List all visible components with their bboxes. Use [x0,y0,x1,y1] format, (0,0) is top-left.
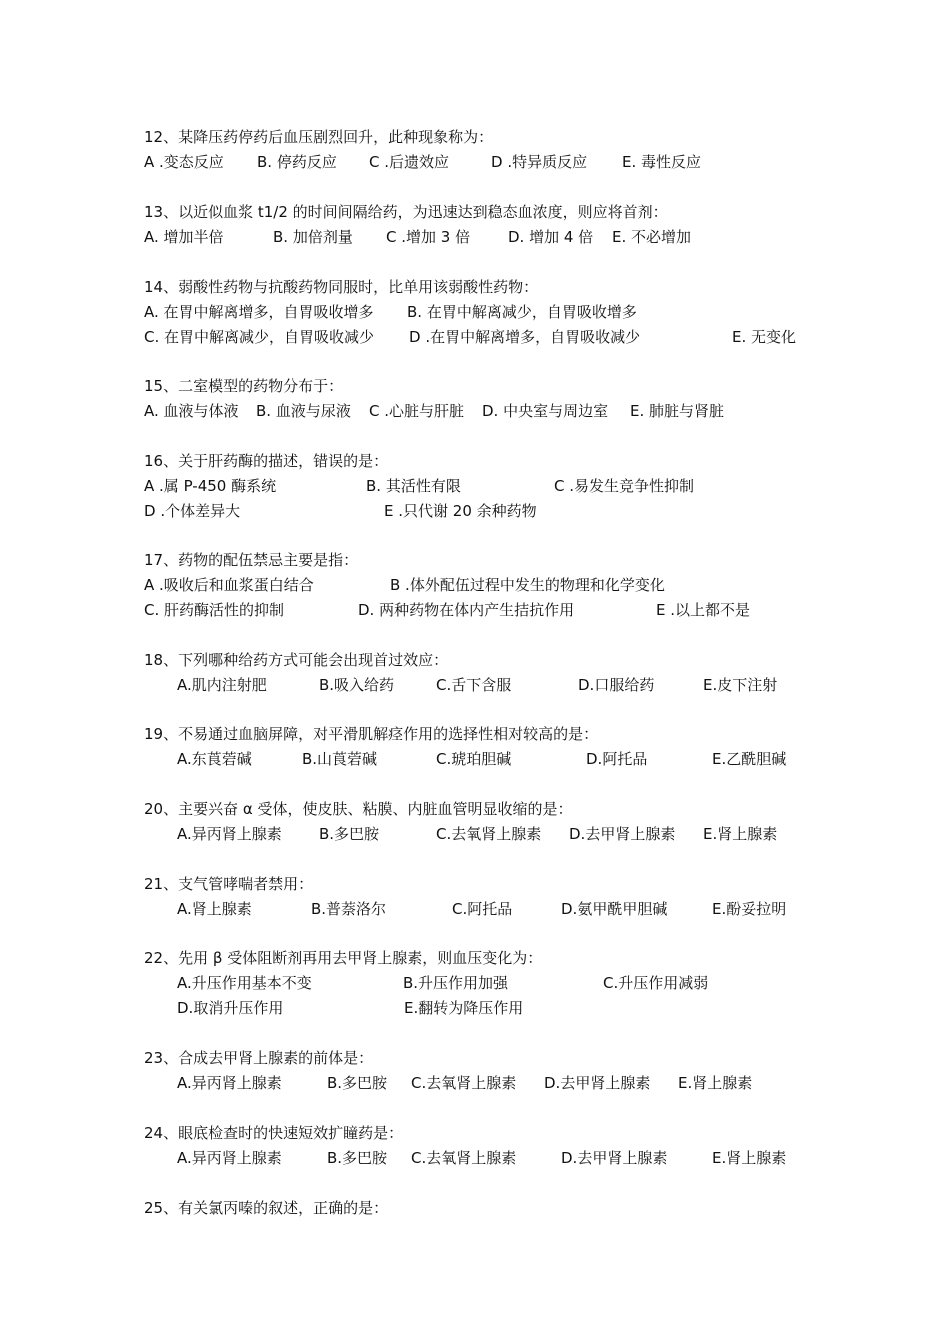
question-15-stem: 15、二室模型的药物分布于： [144,377,344,395]
question-25-stem: 25、有关氯丙嗪的叙述，正确的是： [144,1199,389,1217]
question-24-option-a: A.异丙肾上腺素 [177,1149,282,1167]
question-19-option-d: D.阿托品 [586,750,648,768]
question-12-option-d: D .特异质反应 [491,153,588,171]
question-20-option-b: B.多巴胺 [319,825,380,843]
question-24-option-c: C.去氧肾上腺素 [411,1149,517,1167]
question-14-option-c: C. 在胃中解离减少，自胃吸收减少 [144,328,375,346]
question-15-option-e: E. 肺脏与肾脏 [630,402,725,420]
question-22-option-e: E.翻转为降压作用 [404,999,524,1017]
question-20-option-e: E.肾上腺素 [703,825,778,843]
question-15-option-c: C .心脏与肝脏 [369,402,465,420]
question-15-option-d: D. 中央室与周边室 [482,402,609,420]
question-21-options [0,899,950,919]
question-17-options-row-1 [0,575,950,595]
question-14-option-e: E. 无变化 [732,328,797,346]
question-18-option-b: B.吸入给药 [319,676,395,694]
question-18-options [0,675,950,695]
question-23-option-b: B.多巴胺 [327,1074,388,1092]
question-18-stem: 18、下列哪种给药方式可能会出现首过效应： [144,651,449,669]
question-13-option-e: E. 不必增加 [612,228,692,246]
question-16-option-a: A .属 P-450 酶系统 [144,477,277,495]
question-17-option-a: A .吸收后和血浆蛋白结合 [144,576,314,594]
question-17-option-e: E .以上都不是 [656,601,751,619]
question-23-option-e: E.肾上腺素 [678,1074,753,1092]
question-23-options [0,1073,950,1093]
question-12-option-e: E. 毒性反应 [622,153,702,171]
question-20-option-a: A.异丙肾上腺素 [177,825,282,843]
question-18-option-e: E.皮下注射 [703,676,778,694]
question-16-options-row-1 [0,476,950,496]
question-16-options-row-2 [0,501,950,521]
question-13-options [0,227,950,247]
question-22-stem: 22、先用 β 受体阻断剂再用去甲肾上腺素，则血压变化为： [144,949,543,967]
question-15-option-a: A. 血液与体液 [144,402,239,420]
question-16-stem: 16、关于肝药酶的描述，错误的是： [144,452,389,470]
question-17-options-row-2 [0,600,950,620]
question-23-stem: 23、合成去甲肾上腺素的前体是： [144,1049,374,1067]
question-23-option-a: A.异丙肾上腺素 [177,1074,282,1092]
question-17-option-b: B .体外配伍过程中发生的物理和化学变化 [390,576,665,594]
question-17-option-c: C. 肝药酶活性的抑制 [144,601,285,619]
question-21-option-e: E.酚妥拉明 [712,900,787,918]
question-20-options [0,824,950,844]
question-23-option-c: C.去氧肾上腺素 [411,1074,517,1092]
question-17-option-d: D. 两种药物在体内产生拮抗作用 [358,601,575,619]
question-18-option-d: D.口服给药 [578,676,655,694]
question-18-option-a: A.肌内注射肥 [177,676,267,694]
question-21-option-a: A.肾上腺素 [177,900,252,918]
question-13-option-a: A. 增加半倍 [144,228,224,246]
question-14-option-a: A. 在胃中解离增多，自胃吸收增多 [144,303,374,321]
question-21-option-c: C.阿托品 [452,900,513,918]
question-19-option-e: E.乙酰胆碱 [712,750,787,768]
question-19-option-c: C.琥珀胆碱 [436,750,512,768]
question-19-stem: 19、不易通过血脑屏障，对平滑肌解痉作用的选择性相对较高的是： [144,725,599,743]
question-24-option-d: D.去甲肾上腺素 [561,1149,668,1167]
question-20-option-c: C.去氧肾上腺素 [436,825,542,843]
question-14-options-row-1 [0,302,950,322]
question-23-option-d: D.去甲肾上腺素 [544,1074,651,1092]
question-18-option-c: C.舌下含服 [436,676,512,694]
question-22-options-row-1 [0,973,950,993]
question-16-option-e: E .只代谢 20 余种药物 [384,502,537,520]
question-13-stem: 13、以近似血浆 t1/2 的时间间隔给药，为迅速达到稳态血浓度，则应将首剂： [144,203,668,221]
question-19-option-a: A.东莨菪碱 [177,750,252,768]
question-24-stem: 24、眼底检查时的快速短效扩瞳药是： [144,1124,404,1142]
question-13-option-c: C .增加 3 倍 [386,228,471,246]
question-16-option-b: B. 其活性有限 [366,477,461,495]
question-20-stem: 20、主要兴奋 α 受体，使皮肤、粘膜、内脏血管明显收缩的是： [144,800,573,818]
question-14-option-b: B. 在胃中解离减少，自胃吸收增多 [407,303,637,321]
question-12-options [0,152,950,172]
question-16-option-c: C .易发生竞争性抑制 [554,477,695,495]
question-12-option-a: A .变态反应 [144,153,224,171]
question-13-option-b: B. 加倍剂量 [273,228,353,246]
question-22-option-d: D.取消升压作用 [177,999,284,1017]
question-21-option-b: B.普萘洛尔 [311,900,387,918]
question-15-options [0,401,950,421]
question-24-option-b: B.多巴胺 [327,1149,388,1167]
question-24-options [0,1148,950,1168]
question-19-option-b: B.山莨菪碱 [302,750,378,768]
question-22-options-row-2 [0,998,950,1018]
question-17-stem: 17、药物的配伍禁忌主要是指： [144,551,359,569]
question-14-option-d: D .在胃中解离增多，自胃吸收减少 [409,328,641,346]
question-22-option-a: A.升压作用基本不变 [177,974,312,992]
question-13-option-d: D. 增加 4 倍 [508,228,594,246]
question-12-stem: 12、某降压药停药后血压剧烈回升，此种现象称为： [144,128,494,146]
question-12-option-b: B. 停药反应 [257,153,337,171]
question-20-option-d: D.去甲肾上腺素 [569,825,676,843]
question-16-option-d: D .个体差异大 [144,502,241,520]
question-15-option-b: B. 血液与尿液 [256,402,351,420]
question-22-option-b: B.升压作用加强 [403,974,509,992]
question-24-option-e: E.肾上腺素 [712,1149,787,1167]
question-12-option-c: C .后遗效应 [369,153,450,171]
question-14-options-row-2 [0,327,950,347]
question-22-option-c: C.升压作用减弱 [603,974,709,992]
question-14-stem: 14、弱酸性药物与抗酸药物同服时，比单用该弱酸性药物： [144,278,539,296]
question-19-options [0,749,950,769]
question-21-option-d: D.氨甲酰甲胆碱 [561,900,668,918]
question-21-stem: 21、支气管哮喘者禁用： [144,875,314,893]
